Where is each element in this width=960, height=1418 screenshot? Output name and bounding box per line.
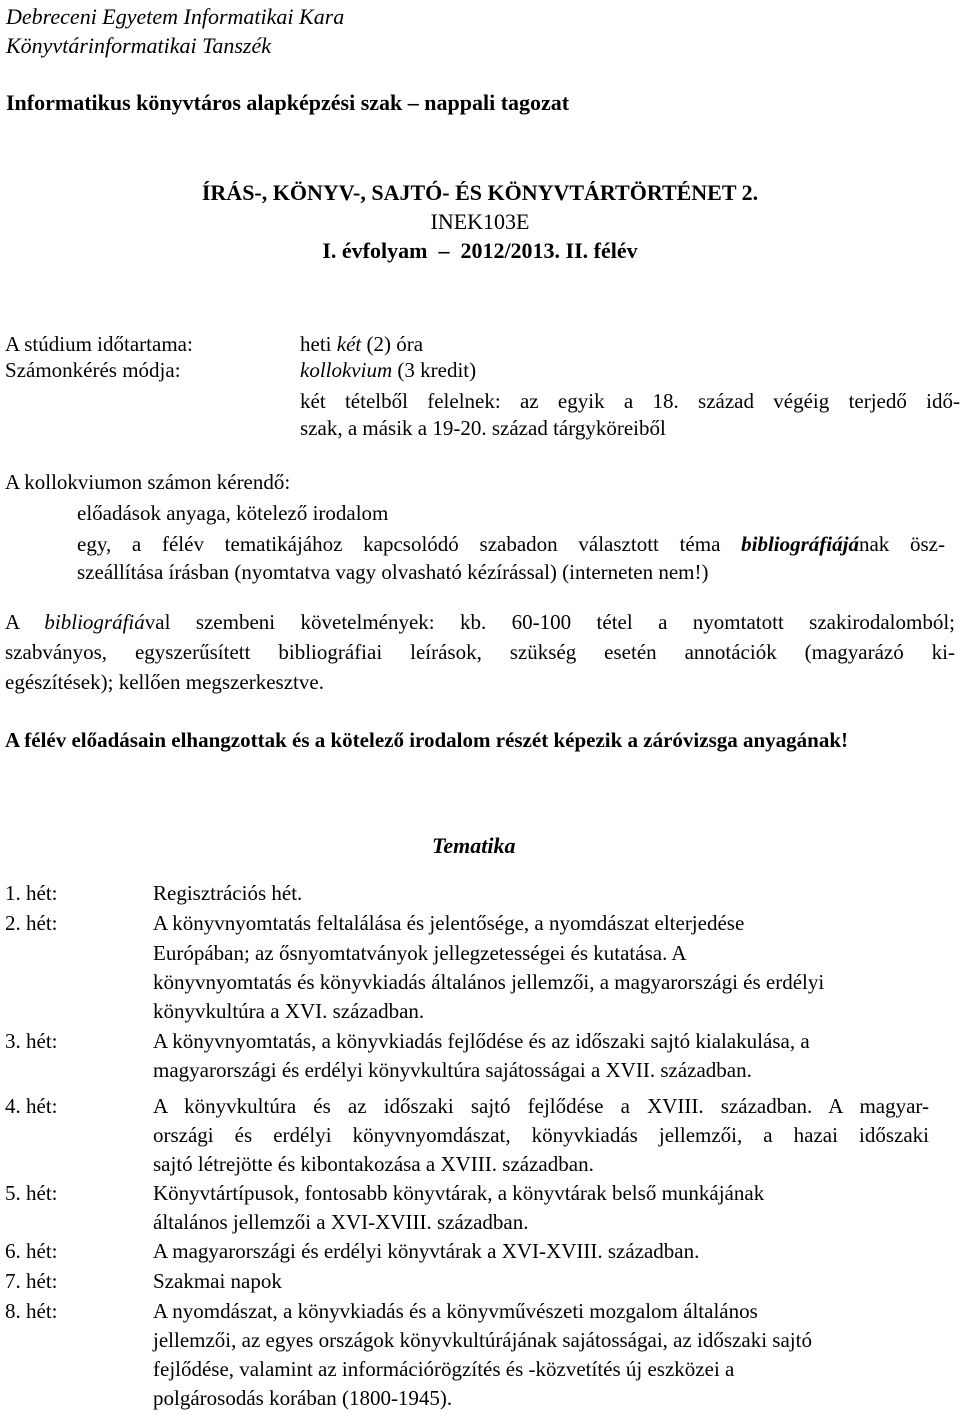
week-topic-line: jellemzői, az egyes országok könyvkultúrájának sajátosságai, az időszaki sajtó	[153, 1328, 812, 1352]
week-topic-line: fejlődése, valamint az információrögzítés és -közvetítés új eszközei a	[153, 1357, 735, 1381]
bibliography-line1: A bibliográfiával szembeni követelmények: kb. 60-100 tétel a nyomtatott szakirodalomból;	[5, 610, 955, 634]
exam-detail-line1: két tételből felelnek: az egyik a 18. század végéig terjedő idő-	[300, 389, 960, 413]
week-topic-line: Könyvtártípusok, fontosabb könyvtárak, a könyvtárak belső munkájának	[153, 1181, 765, 1205]
week-topic-line: országi és erdélyi könyvnyomdászat, könyvkiadás jellemzői, a hazai időszaki	[153, 1123, 929, 1147]
requirements-heading: A kollokviumon számon kérendő:	[5, 470, 291, 494]
exam-label: Számonkérés módja:	[5, 358, 181, 382]
week-topic-line: A magyarországi és erdélyi könyvtárak a XVI-XVIII. században.	[153, 1239, 700, 1263]
week-topic-line: Európában; az ősnyomtatványok jellegzetességei és kutatása. A	[153, 941, 687, 965]
dash: –	[438, 238, 450, 263]
semester-label: 2012/2013. II. félév	[460, 238, 638, 263]
week-label: 3. hét:	[5, 1029, 58, 1053]
week-topic-line: A könyvnyomtatás, a könyvkiadás fejlődése és az időszaki sajtó kialakulása, a	[153, 1029, 810, 1053]
week-label: 8. hét:	[5, 1299, 58, 1323]
week-label: 5. hét:	[5, 1181, 58, 1205]
exam-detail-line2: szak, a másik a 19-20. század tárgyköreiből	[300, 416, 666, 440]
course-title: ÍRÁS-, KÖNYV-, SAJTÓ- ÉS KÖNYVTÁRTÖRTÉNET 2.	[201, 180, 759, 205]
bibliography-line2: szabványos, egyszerűsített bibliográfiai leírások, szükség esetén annotációk (magyarázó ki-	[5, 640, 955, 664]
week-label: 4. hét:	[5, 1094, 58, 1118]
exam-notice: A félév előadásain elhangzottak és a kötelező irodalom részét képezik a záróvizsga anyagának!	[5, 728, 849, 752]
bibliography-line3: egészítések); kellően megszerkesztve.	[5, 670, 324, 694]
week-topic-line: magyarországi és erdélyi könyvkultúra sajátosságai a XVII. században.	[153, 1058, 752, 1082]
week-label: 2. hét:	[5, 911, 58, 935]
week-topic-line: könyvnyomtatás és könyvkiadás általános jellemzői, a magyarországi és erdélyi	[153, 970, 825, 994]
week-topic-line: sajtó létrejötte és kibontakozása a XVIII. században.	[153, 1152, 594, 1176]
week-topic-line: A nyomdászat, a könyvkiadás és a könyvművészeti mozgalom általános	[153, 1299, 758, 1323]
week-topic-line: Regisztrációs hét.	[153, 881, 303, 905]
week-topic-line: polgárosodás korában (1800-1945).	[153, 1386, 453, 1410]
duration-label: A stúdium időtartama:	[5, 332, 193, 356]
exam-value: kollokvium (3 kredit)	[300, 358, 477, 382]
requirement-item-2-cont: szeállítása írásban (nyomtatva vagy olvasható kézírással) (interneten nem!)	[77, 560, 709, 584]
week-label: 6. hét:	[5, 1239, 58, 1263]
program-name: Informatikus könyvtáros alapképzési szak – nappali tagozat	[6, 90, 570, 115]
course-semester	[0, 240, 960, 262]
week-label: 1. hét:	[5, 881, 58, 905]
year-label: I. évfolyam	[322, 238, 428, 263]
week-label: 7. hét:	[5, 1269, 58, 1293]
week-topic-line: általános jellemzői a XVI-XVIII. században.	[153, 1210, 529, 1234]
week-topic-line: könyvkultúra a XVI. században.	[153, 999, 425, 1023]
requirement-item-2: egy, a félév tematikájához kapcsolódó szabadon választott téma bibliográfiájának ösz-	[77, 532, 945, 556]
tematika-title: Tematika	[432, 833, 516, 858]
course-code: INEK103E	[430, 209, 530, 234]
week-topic-line: A könyvkultúra és az időszaki sajtó fejlődése a XVIII. században. A magyar-	[153, 1094, 929, 1118]
requirement-item-1: előadások anyaga, kötelező irodalom	[77, 501, 389, 525]
week-topic-line: A könyvnyomtatás feltalálása és jelentősége, a nyomdászat elterjedése	[153, 911, 745, 935]
duration-value: heti két (2) óra	[300, 332, 424, 356]
department-name: Könyvtárinformatikai Tanszék	[6, 33, 272, 58]
week-topic-line: Szakmai napok	[153, 1269, 282, 1293]
university-name: Debreceni Egyetem Informatikai Kara	[6, 4, 345, 29]
